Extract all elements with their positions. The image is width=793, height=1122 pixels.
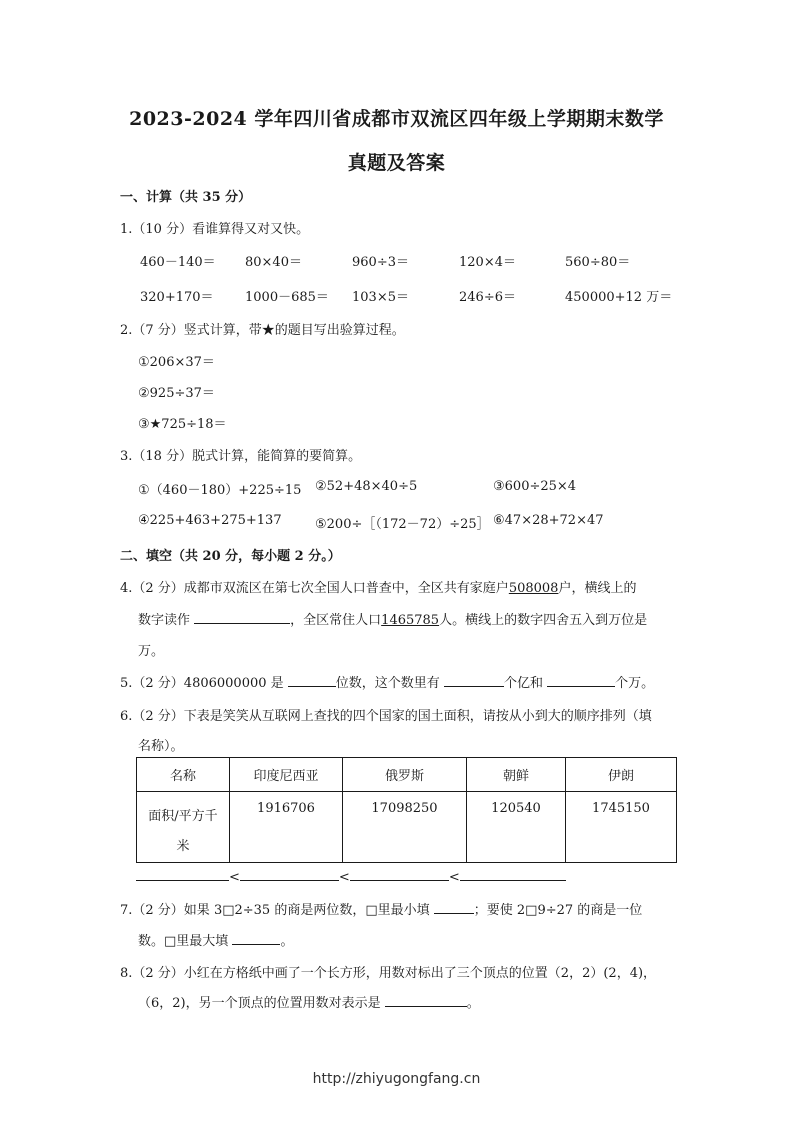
q4-underlined-number: 1465785 (381, 613, 440, 628)
question-5-text (120, 672, 654, 691)
answer-blank[interactable] (350, 866, 449, 881)
question-6-line2: 名称）。 (138, 739, 184, 754)
answer-blank[interactable] (460, 866, 566, 881)
table-header-row (137, 758, 677, 792)
q4-text: ，全区常住人口 (290, 613, 382, 628)
less-than-sign: < (229, 870, 240, 885)
document-title-line1: 2023-2024 学年四川省成都市双流区四年级上学期期末数学 (129, 108, 664, 130)
answer-blank[interactable] (547, 672, 615, 687)
q5-text: 个亿和 (503, 676, 543, 691)
row-label-part: 面积/平方千 (148, 809, 218, 824)
table-header-cell: 伊朗 (566, 758, 677, 792)
q4-text: 数字读作 (138, 613, 191, 628)
answer-blank[interactable] (240, 866, 339, 881)
document-title-line2: 真题及答案 (347, 152, 446, 174)
q2-item: ①206×37＝ (138, 355, 215, 370)
q7-text: 数。□里最大填 (138, 934, 229, 949)
table-header-cell: 俄罗斯 (343, 758, 467, 792)
answer-blank[interactable] (385, 992, 467, 1007)
question-4-line2 (138, 609, 647, 628)
q3-expression: ①（460－180）+225÷15 (138, 483, 302, 498)
table-cell: 1745150 (566, 792, 677, 863)
q8-text: 。 (466, 996, 480, 1011)
q1-expression: 1000－685＝ (245, 290, 329, 305)
answer-blank[interactable] (434, 899, 474, 914)
footer-url: http://zhiyugongfang.cn (312, 1071, 481, 1087)
q7-text: 7.（2 分）如果 3□2÷35 的商是两位数，□里最小填 (120, 903, 430, 918)
country-area-table (136, 757, 677, 863)
q6-order-answer-row (136, 866, 566, 885)
table-cell: 120540 (467, 792, 566, 863)
answer-blank[interactable] (232, 930, 280, 945)
q4-text: 人。横线上的数字四舍五入到万位是 (439, 613, 648, 628)
q4-text: 4.（2 分）成都市双流区在第七次全国人口普查中，全区共有家庭户 (120, 581, 509, 596)
less-than-sign: < (448, 870, 460, 885)
q8-text: （6，2)，另一个顶点的位置用数对表示是 (138, 996, 381, 1011)
q1-expression: 103×5＝ (352, 290, 409, 305)
table-cell: 1916706 (230, 792, 343, 863)
table-header-cell: 朝鲜 (467, 758, 566, 792)
q4-text: 万。 (138, 644, 165, 659)
q1-expression: 320+170＝ (140, 290, 214, 305)
question-7-line2 (138, 930, 293, 949)
q1-expression: 560÷80＝ (565, 255, 631, 270)
table-row-label (137, 792, 230, 863)
less-than-sign: < (338, 870, 350, 885)
section-heading-fill-in: 二、填空（共 20 分，每小题 2 分。） (120, 549, 341, 564)
q5-text: 5.（2 分）4806000000 是 (120, 676, 284, 691)
q7-text: ；要使 2□9÷27 的商是一位 (473, 903, 643, 918)
q3-expression: ⑥47×28+72×47 (493, 513, 604, 528)
q2-item: ③★725÷18＝ (138, 417, 227, 432)
table-header-cell: 名称 (137, 758, 230, 792)
section-heading-calculation: 一、计算（共 35 分） (120, 190, 252, 205)
q3-expression: ⑤200÷［（172－72）÷25］ (315, 517, 490, 532)
q1-expression: 80×40＝ (245, 255, 302, 270)
table-cell: 17098250 (343, 792, 467, 863)
q1-expression: 120×4＝ (459, 255, 516, 270)
q1-expression: 246÷6＝ (459, 290, 516, 305)
answer-blank[interactable] (136, 866, 229, 881)
question-1-text: 1.（10 分）看谁算得又对又快。 (120, 222, 310, 237)
q7-text: 。 (280, 934, 294, 949)
answer-blank[interactable] (444, 672, 504, 687)
question-8-line1: 8.（2 分）小红在方格纸中画了一个长方形，用数对标出了三个顶点的位置（2，2）(2，4)， (120, 966, 657, 981)
row-label-part: 米 (176, 839, 190, 854)
q2-item: ②925÷37＝ (138, 386, 215, 401)
table-header-cell: 印度尼西亚 (230, 758, 343, 792)
answer-blank[interactable] (194, 609, 290, 624)
question-8-line2 (138, 992, 480, 1011)
q1-expression: 960÷3＝ (352, 255, 409, 270)
q4-text: 户，横线上的 (558, 581, 637, 596)
question-6-line1: 6.（2 分）下表是笑笑从互联网上查找的四个国家的国土面积，请按从小到大的顺序排列（填 (120, 709, 652, 724)
q3-expression: ③600÷25×4 (493, 479, 577, 494)
q3-expression: ④225+463+275+137 (138, 513, 282, 528)
q1-expression: 450000+12 万＝ (565, 290, 673, 305)
question-7-line1 (120, 899, 642, 918)
q5-text: 个万。 (615, 676, 655, 691)
question-2-text: 2.（7 分）竖式计算，带★的题目写出验算过程。 (120, 323, 405, 338)
q3-expression: ②52+48×40÷5 (315, 479, 418, 494)
table-row (137, 792, 677, 863)
q4-underlined-number: 508008 (508, 581, 559, 596)
q1-expression: 460－140＝ (140, 255, 216, 270)
answer-blank[interactable] (288, 672, 336, 687)
question-4-line1 (120, 577, 636, 596)
question-3-text: 3.（18 分）脱式计算，能简算的要简算。 (120, 449, 362, 464)
q5-text: 位数，这个数里有 (335, 676, 440, 691)
